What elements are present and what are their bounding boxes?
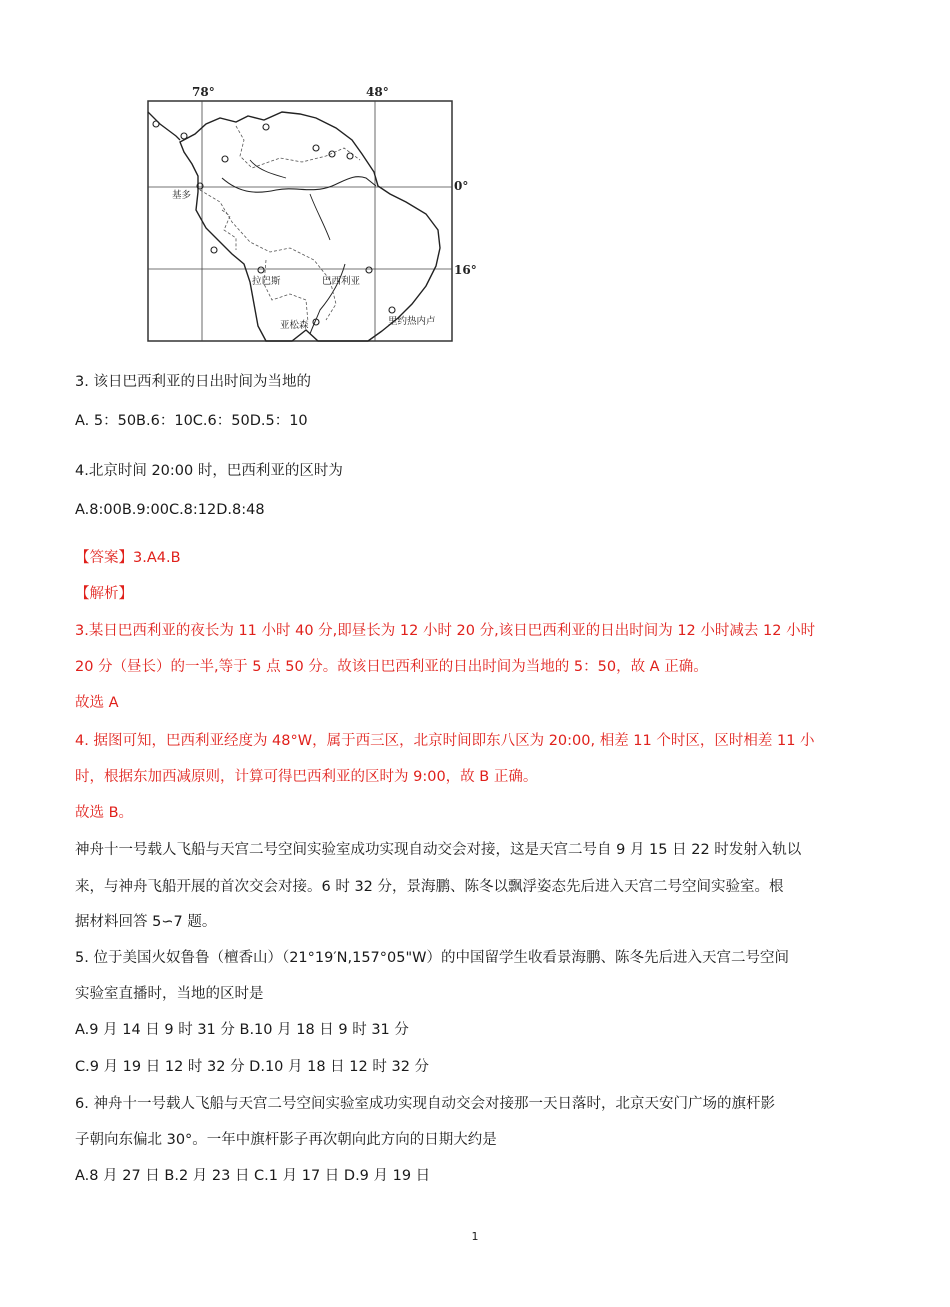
question-3: 3. 该日巴西利亚的日出时间为当地的 [75,374,311,390]
analysis-3-line-2: 20 分（昼长）的一半,等于 5 点 50 分。故该日巴西利亚的日出时间为当地的 5：50，故 A 正确。 [75,659,708,675]
city-marker [153,121,159,127]
south-america-map [140,82,480,347]
label-48: 48° [366,85,389,99]
question-5-line-1: 5. 位于美国火奴鲁鲁（檀香山）（21°19′N,157°05"W）的中国留学生收看景海鹏、陈冬先后进入天宫二号空间 [75,950,789,966]
question-5-line-2: 实验室直播时，当地的区时是 [75,986,264,1002]
amazon-river [222,177,376,193]
analysis-3-line-1: 3.某日巴西利亚的夜长为 11 小时 40 分,即昼长为 12 小时 20 分,该日巴西利亚的日出时间为 12 小时减去 12 小时 [75,623,816,639]
analysis-4-line-2: 时，根据东加西减原则，计算可得巴西利亚的区时为 9:00，故 B 正确。 [75,769,538,785]
question-6-line-1: 6. 神舟十一号载人飞船与天宫二号空间实验室成功实现自动交会对接那一天日落时，北京天安门广场的旗杆影 [75,1096,775,1112]
label-78: 78° [192,85,215,99]
brasilia-marker [366,267,372,273]
analysis-4-line-1: 4. 据图可知，巴西利亚经度为 48°W，属于西三区，北京时间即东八区为 20:00, 相差 11 个时区，区时相差 11 小 [75,733,815,749]
question-6-line-2: 子朝向东偏北 30°。一年中旗杆影子再次朝向此方向的日期大约是 [75,1132,497,1148]
la-paz-marker [258,267,264,273]
analysis-4-choice: 故选 B。 [75,805,134,821]
parana-river [310,264,345,334]
question-5-options-1: A.9 月 14 日 9 时 31 分 B.10 月 18 日 9 时 31 分 [75,1022,409,1038]
label-0: 0° [454,179,469,193]
question-4-options: A.8:00B.9:00C.8:12D.8:48 [75,502,265,518]
map-frame [148,101,452,341]
question-6-options: A.8 月 27 日 B.2 月 23 日 C.1 月 17 日 D.9 月 19 日 [75,1168,431,1184]
city-marker [211,247,217,253]
label-rio: 里约热内卢 [388,316,436,327]
border-bolivia-brazil [200,190,336,320]
question-4: 4.北京时间 20:00 时，巴西利亚的区时为 [75,463,343,479]
label-la-paz: 拉巴斯 [252,276,281,287]
central-america-coast [148,112,180,140]
question-5-options-2: C.9 月 19 日 12 时 32 分 D.10 月 18 日 12 时 32 分 [75,1059,430,1075]
material-line-3: 据材料回答 5∽7 题。 [75,914,217,930]
rio-marker [389,307,395,313]
river-tributary-south [310,194,330,240]
page-number: 1 [471,1230,479,1243]
city-marker [263,124,269,130]
question-3-options: A. 5：50B.6：10C.6：50D.5：10 [75,413,308,429]
city-marker [347,153,353,159]
analysis-heading: 【解析】 [75,586,133,602]
city-marker [222,156,228,162]
city-marker [181,133,187,139]
analysis-3-choice: 故选 A [75,695,119,711]
answer-heading: 【答案】3.A4.B [75,550,181,566]
label-quito: 基多 [172,190,192,201]
label-asuncion: 亚松森 [280,320,309,331]
label-16: 16° [454,263,477,277]
continent-outline [180,112,440,341]
material-line-2: 来，与神舟飞船开展的首次交会对接。6 时 32 分，景海鹏、陈冬以飘浮姿态先后进入天宫二号空间实验室。根 [75,879,784,895]
city-marker [313,145,319,151]
material-line-1: 神舟十一号载人飞船与天宫二号空间实验室成功实现自动交会对接，这是天宫二号自 9 月 15 日 22 时发射入轨以 [75,842,802,858]
label-brasilia: 巴西利亚 [322,276,361,287]
border-west [222,210,236,250]
